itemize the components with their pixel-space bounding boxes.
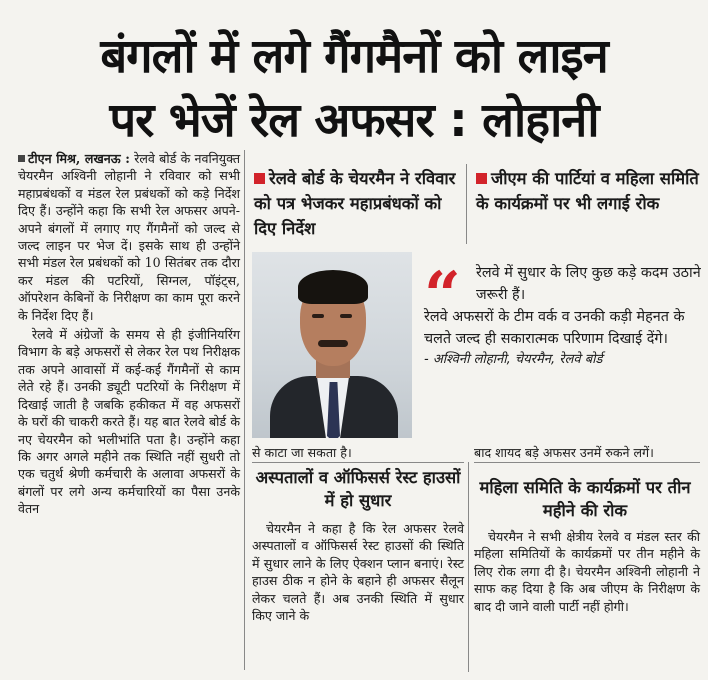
kicker-2-text: जीएम की पार्टियां व महिला समिति के कार्यक्रमों पर भी लगाई रोक — [476, 169, 699, 213]
section-divider — [468, 462, 469, 672]
headline-line-2: पर भेजें रेल अफसर : लोहानी — [109, 93, 599, 148]
column-divider — [244, 150, 245, 670]
kicker-1 — [254, 166, 464, 241]
section-3-paragraph: चेयरमैन ने सभी क्षेत्रीय रेलवे व मंडल स्तर की महिला समितियों के कार्यक्रमों पर तीन महीने के लिए रोक लगा दी है। चेयरमैन अश्विनी लोहानी ने साफ कह दिया है कि अब जीएम के निरीक्षण के बाद दी जाने वाली पार्टी नहीं होगी। — [474, 529, 700, 614]
section-rule-1 — [252, 462, 464, 463]
column-1 — [18, 150, 240, 520]
quote-attribution: - अश्विनी लोहानी, चेयरमैन, रेलवे बोर्ड — [424, 352, 603, 367]
bullet-square-icon — [18, 155, 25, 162]
section-3-body — [474, 528, 700, 617]
section-2-paragraph: चेयरमैन ने कहा है कि रेल अफसर रेलवे अस्पतालों व ऑफिसर्स रेस्ट हाउसों की स्थिति में सुधार लाने के लिए ऐक्शन प्लान बनाएं। रेस्ट हाउस ठीक न होने के बहाने ही अफसर सैलून लेकर चलते हैं। अब उनकी स्थिति में सुधार किए जाने के — [252, 521, 464, 624]
kicker-divider — [466, 164, 467, 244]
section-2-body — [252, 520, 464, 626]
kicker-2 — [476, 166, 701, 216]
quote-line-1: रेलवे में सुधार के लिए कुछ कड़े कदम उठाने जरूरी हैं। — [476, 265, 701, 303]
byline: टीएन मिश्र, लखनऊ : — [28, 151, 130, 166]
headline-line-1: बंगलों में लगे गैंगमैनों को लाइन — [100, 29, 608, 84]
section-3-subhead: महिला समिति के कार्यक्रमों पर तीन महीने की रोक — [479, 478, 691, 520]
quote-mark-icon: “ — [424, 258, 461, 333]
quote-line-2: रेलवे अफसरों के टीम वर्क व उनकी कड़ी मेहनत के चलते जल्द ही सकारात्मक परिणाम दिखाई देंगे। — [424, 309, 685, 347]
portrait-photo — [252, 252, 412, 438]
red-square-icon — [476, 173, 487, 184]
paragraph-2: रेलवे में अंग्रेजों के समय से ही इंजीनियरिंग विभाग के बड़े अफसरों से लेकर रेल पथ निरीक्षक तक अपने आवासों में कई-कई गैंगमैनों से काम लेते रहे हैं। उनकी ड्यूटी पटरियों के निरीक्षण में दिखाई जाती है जबकि हकीकत में वह अफसरों के घरों की चाकरी करते हैं। यह बात रेलवे बोर्ड के नए चेयरमैन को भलीभांति पता है। उन्होंने कहा कि अगर अगले महीने तक स्थिति नहीं सुधरी तो एक चतुर्थ श्रेणी कर्मचारी के अलावा अफसरों के बंगलों पर लगे अन्य कर्मचारियों का पैसा उनके वेतन — [18, 327, 240, 517]
paragraph-1: रेलवे बोर्ड के नवनियुक्त चेयरमैन अश्विनी लोहानी ने रविवार को सभी महाप्रबंधकों व मंडल रेल प्रबंधकों को कड़े निर्देश दिए हैं। उन्होंने कहा कि सभी रेल अफसर अपने-अपने बंगलों में लगाए गए गैंगमैनों को जल्द से जल्द लाइन पर भेज दें। इसके साथ ही उन्होंने सभी मंडल रेल प्रबंधकों को 10 सितंबर तक दौरा कर मंडल की पटरियों, सिग्नल, पॉइंट्स, ऑपरेशन केबिनों के निरीक्षण का काम पूरा करने के निर्देश दिए हैं। — [18, 151, 240, 323]
section-rule-2 — [474, 462, 700, 463]
kicker-1-text: रेलवे बोर्ड के चेयरमैन ने रविवार को पत्र भेजकर महाप्रबंधकों को दिए निर्देश — [254, 169, 456, 238]
continuation-text-1: से काटा जा सकता है। — [252, 445, 352, 460]
red-square-icon — [254, 173, 265, 184]
lead-paragraph — [18, 150, 240, 324]
pull-quote — [424, 258, 702, 369]
section-2-subhead: अस्पतालों व ऑफिसर्स रेस्ट हाउसों में हो सुधार — [255, 468, 461, 510]
continuation-text-2: बाद शायद बड़े अफसर उनमें रुकने लगें। — [474, 445, 654, 460]
